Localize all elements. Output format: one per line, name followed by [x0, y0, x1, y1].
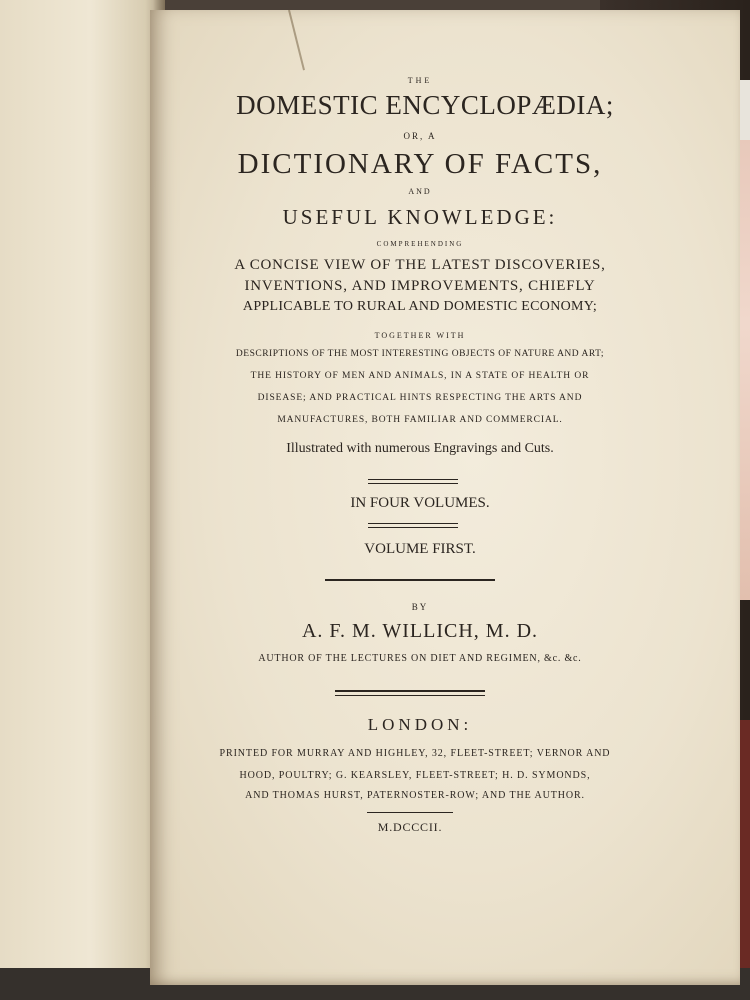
or-connector: OR, A [403, 131, 437, 141]
rule [367, 812, 453, 813]
volumes-count: IN FOUR VOLUMES. [350, 495, 490, 511]
illustrated-note: Illustrated with numerous Engravings and Cuts. [286, 441, 554, 456]
imprint-place: LONDON: [367, 715, 473, 734]
subtitle-knowledge: USEFUL KNOWLEDGE: [282, 205, 558, 229]
small-line-4: MANUFACTURES, BOTH FAMILIAR AND COMMERCIAL. [277, 415, 563, 425]
by-label: BY [411, 602, 429, 612]
description-line-3: APPLICABLE TO RURAL AND DOMESTIC ECONOMY; [242, 299, 598, 314]
subtitle-dictionary: DICTIONARY OF FACTS, [237, 148, 603, 180]
left-page [0, 0, 165, 1000]
printer-line-3: AND THOMAS HURST, PATERNOSTER-ROW; AND THE AUTHOR. [245, 790, 585, 801]
rule [335, 695, 485, 696]
small-line-1: DESCRIPTIONS OF THE MOST INTERESTING OBJECTS OF NATURE AND ART; [235, 349, 605, 359]
and-connector: AND [408, 187, 432, 196]
book-title: DOMESTIC ENCYCLOPÆDIA; [236, 90, 614, 120]
publication-year: M.DCCCII. [377, 820, 443, 834]
printer-line-2: HOOD, POULTRY; G. KEARSLEY, FLEET-STREET; H. D. SYMONDS, [239, 770, 591, 781]
volume-number: VOLUME FIRST. [364, 541, 476, 557]
pretitle: THE [407, 76, 433, 85]
small-line-3: DISEASE; AND PRACTICAL HINTS RESPECTING THE ARTS AND [257, 393, 583, 403]
rule [368, 483, 458, 484]
comprehending-label: COMPREHENDING [376, 240, 464, 248]
printer-line-1: PRINTED FOR MURRAY AND HIGHLEY, 32, FLEET-STREET; VERNOR AND [219, 748, 611, 759]
description-line-1: A CONCISE VIEW OF THE LATEST DISCOVERIES, [234, 257, 606, 273]
rule [368, 523, 458, 524]
rule [368, 479, 458, 480]
author-note: AUTHOR OF THE LECTURES ON DIET AND REGIMEN, &c. &c. [258, 653, 582, 664]
description-line-2: INVENTIONS, AND IMPROVEMENTS, CHIEFLY [244, 278, 596, 294]
author-name: A. F. M. WILLICH, M. D. [301, 620, 539, 642]
rule [325, 579, 495, 581]
together-with-label: TOGETHER WITH [374, 331, 466, 340]
rule [335, 690, 485, 692]
small-line-2: THE HISTORY OF MEN AND ANIMALS, IN A STATE OF HEALTH OR [250, 371, 590, 381]
rule [368, 527, 458, 528]
